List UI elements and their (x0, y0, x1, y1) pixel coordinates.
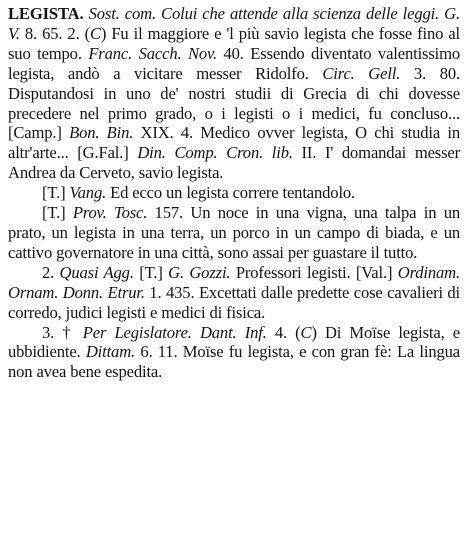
roman-text: 1. 435. Excettati dalle predette cose cavalieri di corredo, judici legisti e medici di fisica. (8, 282, 460, 322)
italic-text: Dittam. (85, 342, 136, 362)
italic-text: G. Gozzi. (168, 262, 231, 282)
italic-text: Franc. Sacch. Nov. (88, 43, 218, 63)
italic-text: Per Legislatore. Dant. Inf. (82, 322, 267, 342)
italic-text: Ordinam. Ornam. Donn. Etrur. (8, 262, 460, 302)
roman-text: Ed ecco un legista correre tentandolo. (106, 183, 356, 203)
roman-text: [T.] (42, 203, 73, 223)
italic-text: Vang. (69, 183, 107, 203)
roman-text: Professori legisti. [Val.] (230, 262, 398, 282)
roman-text: II. I' domandai messer Andrea da Cerveto, savio legista. (8, 143, 460, 183)
italic-text: Bon. Bin. (69, 123, 134, 143)
entry-sense-3-per-legislatore (8, 323, 460, 383)
roman-text: 2. (42, 262, 60, 282)
italic-text: C (90, 23, 101, 43)
roman-text: XIX. 4. Medico ovver legista, O chi studia in altr'arte... [G.Fal.] (8, 123, 460, 163)
italic-text: Prov. Tosc. (72, 203, 148, 223)
entry-definition-paragraph (8, 4, 460, 183)
italic-text: Sost. com. Colui che attende alla scienza delle leggi. G. V. (8, 4, 461, 43)
roman-text: ) Di Moïse legista, e ubbidiente. (8, 322, 460, 362)
roman-text: 8. 65. 2. ( (19, 23, 90, 43)
entry-headword: LEGISTA. (8, 4, 84, 23)
italic-text: C (300, 322, 312, 342)
roman-text: 6. 11. Moïse fu legista, e con gran fè: La lingua non avea bene espedita. (8, 342, 461, 382)
roman-text: [T.] (42, 183, 70, 203)
roman-text: 3. 80. Disputandosi in uno de' nostri studii di Grecia di chi dovesse precedere nel primo grado, o i legisti o i medici, fu concluso... [Camp.] (8, 63, 461, 143)
roman-text: 40. Essendo diventato valentissimo legista, andò a vicitare messer Ridolfo. (8, 43, 461, 83)
roman-text: [T.] (133, 262, 169, 282)
roman-text: 4. ( (266, 322, 301, 342)
roman-text: ) Fu il maggiore e 'l più savio legista che fosse fino al suo tempo. (8, 23, 460, 63)
italic-text: Din. Comp. Cron. lib. (137, 143, 293, 163)
italic-text: Circ. Gell. (322, 63, 401, 83)
dictionary-entry (8, 4, 460, 382)
entry-sense-1-citation-proverbi (8, 203, 460, 263)
roman-text: 157. Un noce in una vigna, una talpa in un prato, un legista in una terra, un porco in un campo di biada, e un cattivo governatore in una città, sono assai per guastare il tutto. (8, 203, 460, 262)
entry-sense-2-quasi-aggettivo (8, 263, 460, 323)
italic-text: Quasi Agg. (59, 262, 134, 282)
roman-text: 3. † (42, 322, 83, 342)
entry-sense-1-citation-vangelo (8, 183, 460, 203)
